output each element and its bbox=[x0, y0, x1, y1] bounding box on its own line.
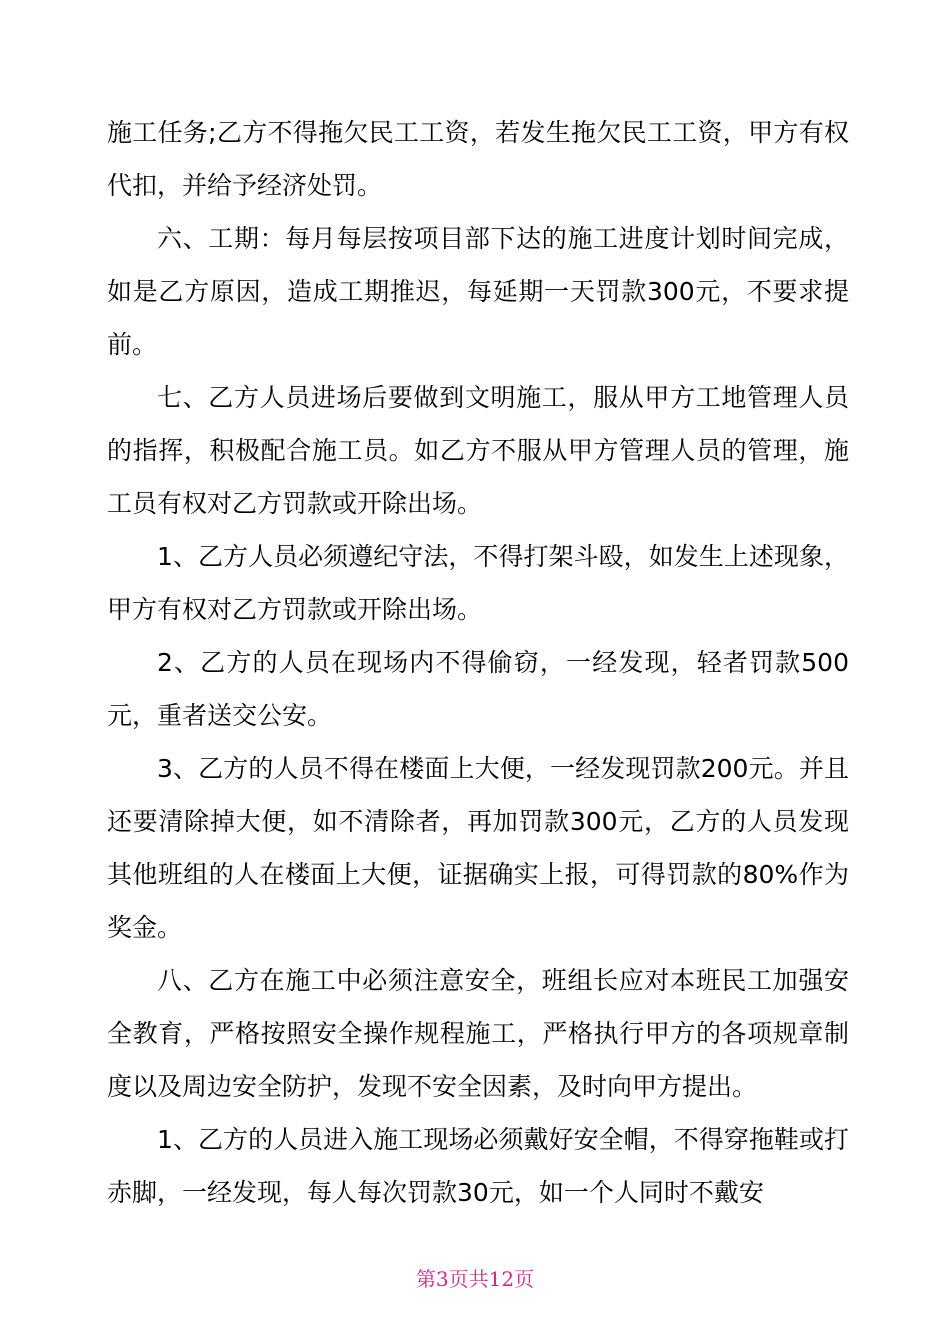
paragraph-3: 七、乙方人员进场后要做到文明施工，服从甲方工地管理人员的指挥，积极配合施工员。如乙方不服从甲方管理人员的管理，施工员有权对乙方罚款或开除出场。 bbox=[107, 383, 849, 518]
page-number-footer: 第3页共12页 bbox=[415, 1267, 535, 1291]
paragraph-6: 3、乙方的人员不得在楼面上大便，一经发现罚款200元。并且还要清除掉大便，如不清除者，再加罚款300元，乙方的人员发现其他班组的人在楼面上大便，证据确实上报，可得罚款的80%作为奖金。 bbox=[107, 754, 849, 942]
paragraph-8: 1、乙方的人员进入施工现场必须戴好安全帽，不得穿拖鞋或打赤脚，一经发现，每人每次罚款30元，如一个人同时不戴安 bbox=[107, 1125, 849, 1207]
document-body bbox=[107, 106, 849, 1219]
paragraph-1: 施工任务;乙方不得拖欠民工工资，若发生拖欠民工工资，甲方有权代扣，并给予经济处罚。 bbox=[107, 118, 849, 200]
paragraph-2: 六、工期：每月每层按项目部下达的施工进度计划时间完成，如是乙方原因，造成工期推迟，每延期一天罚款300元，不要求提前。 bbox=[107, 224, 849, 359]
paragraph-5: 2、乙方的人员在现场内不得偷窃，一经发现，轻者罚款500元，重者送交公安。 bbox=[107, 648, 849, 730]
paragraph-4: 1、乙方人员必须遵纪守法，不得打架斗殴，如发生上述现象，甲方有权对乙方罚款或开除出场。 bbox=[107, 542, 849, 624]
paragraph-7: 八、乙方在施工中必须注意安全，班组长应对本班民工加强安全教育，严格按照安全操作规程施工，严格执行甲方的各项规章制度以及周边安全防护，发现不安全因素，及时向甲方提出。 bbox=[107, 966, 849, 1101]
